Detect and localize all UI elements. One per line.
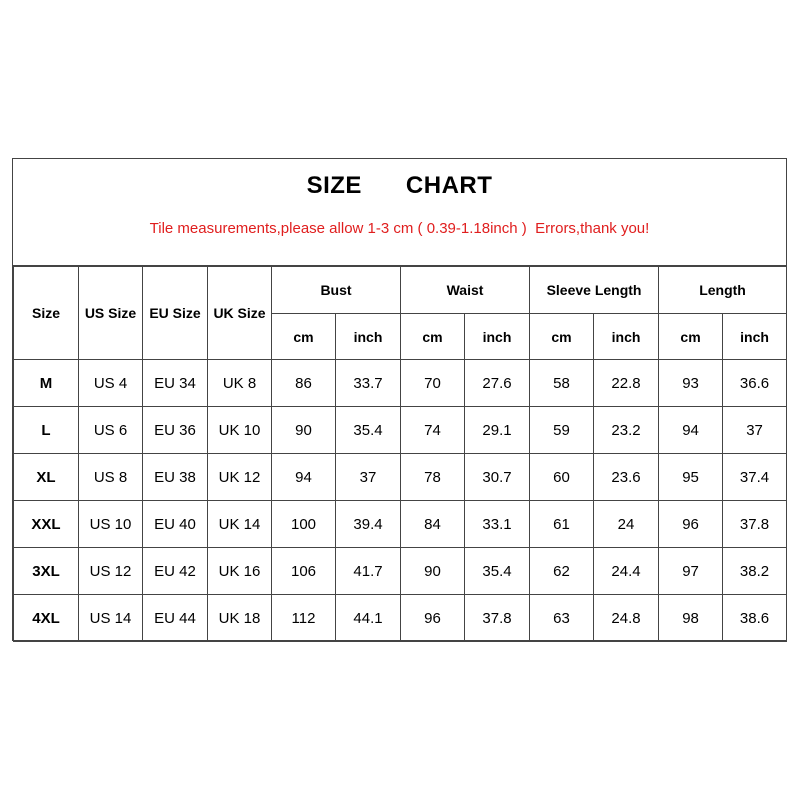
header-waist: Waist [401, 267, 530, 314]
table-row [14, 407, 787, 454]
waist-cm-cell: 96 [401, 595, 465, 642]
waist-cm-cell: 90 [401, 548, 465, 595]
eu-size-cell: EU 40 [143, 501, 208, 548]
waist-inch-cell: 27.6 [465, 360, 530, 407]
title-right: CHART [405, 172, 493, 199]
header-size: Size [14, 267, 79, 360]
header-us-size: US Size [79, 267, 143, 360]
table-row [14, 360, 787, 407]
uk-size-cell: UK 8 [208, 360, 272, 407]
us-size-cell: US 10 [79, 501, 143, 548]
size-cell: XL [14, 454, 79, 501]
table-row [14, 548, 787, 595]
eu-size-cell: EU 36 [143, 407, 208, 454]
length-inch-cell: 36.6 [723, 360, 787, 407]
measurement-note: Tile measurements,please allow 1-3 cm ( 0.39-1.18inch ) Errors,thank you! [149, 220, 650, 237]
sleeve-cm-cell: 62 [530, 548, 594, 595]
waist-cm-cell: 70 [401, 360, 465, 407]
length-inch-cell: 38.2 [723, 548, 787, 595]
sleeve-inch-cell: 24 [594, 501, 659, 548]
length-inch-cell: 37 [723, 407, 787, 454]
us-size-cell: US 12 [79, 548, 143, 595]
header-bust: Bust [272, 267, 401, 314]
sleeve-cm-cell: 59 [530, 407, 594, 454]
header-uk-size: UK Size [208, 267, 272, 360]
us-size-cell: US 8 [79, 454, 143, 501]
header-eu-size: EU Size [143, 267, 208, 360]
header-sleeve-inch: inch [594, 314, 659, 360]
bust-inch-cell: 33.7 [336, 360, 401, 407]
length-inch-cell: 37.4 [723, 454, 787, 501]
length-cm-cell: 95 [659, 454, 723, 501]
us-size-cell: US 14 [79, 595, 143, 642]
header-bust-cm: cm [272, 314, 336, 360]
uk-size-cell: UK 12 [208, 454, 272, 501]
uk-size-cell: UK 10 [208, 407, 272, 454]
length-inch-cell: 38.6 [723, 595, 787, 642]
bust-inch-cell: 37 [336, 454, 401, 501]
header-bust-inch: inch [336, 314, 401, 360]
sleeve-inch-cell: 24.8 [594, 595, 659, 642]
us-size-cell: US 6 [79, 407, 143, 454]
size-cell: M [14, 360, 79, 407]
waist-inch-cell: 33.1 [465, 501, 530, 548]
sleeve-cm-cell: 58 [530, 360, 594, 407]
title-left: SIZE [306, 172, 362, 199]
chart-header [13, 159, 786, 266]
bust-cm-cell: 112 [272, 595, 336, 642]
length-cm-cell: 97 [659, 548, 723, 595]
bust-inch-cell: 44.1 [336, 595, 401, 642]
waist-inch-cell: 29.1 [465, 407, 530, 454]
uk-size-cell: UK 16 [208, 548, 272, 595]
eu-size-cell: EU 34 [143, 360, 208, 407]
length-cm-cell: 98 [659, 595, 723, 642]
bust-cm-cell: 86 [272, 360, 336, 407]
table-row [14, 501, 787, 548]
length-cm-cell: 93 [659, 360, 723, 407]
waist-inch-cell: 30.7 [465, 454, 530, 501]
waist-cm-cell: 78 [401, 454, 465, 501]
waist-cm-cell: 74 [401, 407, 465, 454]
uk-size-cell: UK 14 [208, 501, 272, 548]
sleeve-inch-cell: 24.4 [594, 548, 659, 595]
length-cm-cell: 96 [659, 501, 723, 548]
header-sleeve-length: Sleeve Length [530, 267, 659, 314]
sleeve-cm-cell: 61 [530, 501, 594, 548]
header-length-inch: inch [723, 314, 787, 360]
length-cm-cell: 94 [659, 407, 723, 454]
length-inch-cell: 37.8 [723, 501, 787, 548]
header-waist-cm: cm [401, 314, 465, 360]
size-table [13, 266, 787, 642]
waist-inch-cell: 35.4 [465, 548, 530, 595]
bust-cm-cell: 100 [272, 501, 336, 548]
us-size-cell: US 4 [79, 360, 143, 407]
table-body [14, 360, 787, 642]
size-cell: 4XL [14, 595, 79, 642]
uk-size-cell: UK 18 [208, 595, 272, 642]
sleeve-inch-cell: 23.2 [594, 407, 659, 454]
size-cell: XXL [14, 501, 79, 548]
size-chart [12, 158, 787, 641]
chart-title [13, 172, 786, 200]
header-length: Length [659, 267, 787, 314]
eu-size-cell: EU 38 [143, 454, 208, 501]
bust-cm-cell: 94 [272, 454, 336, 501]
bust-inch-cell: 35.4 [336, 407, 401, 454]
bust-cm-cell: 90 [272, 407, 336, 454]
header-length-cm: cm [659, 314, 723, 360]
eu-size-cell: EU 44 [143, 595, 208, 642]
bust-inch-cell: 39.4 [336, 501, 401, 548]
table-row [14, 595, 787, 642]
sleeve-cm-cell: 60 [530, 454, 594, 501]
sleeve-cm-cell: 63 [530, 595, 594, 642]
size-cell: 3XL [14, 548, 79, 595]
size-cell: L [14, 407, 79, 454]
waist-inch-cell: 37.8 [465, 595, 530, 642]
bust-inch-cell: 41.7 [336, 548, 401, 595]
sleeve-inch-cell: 22.8 [594, 360, 659, 407]
table-row [14, 454, 787, 501]
waist-cm-cell: 84 [401, 501, 465, 548]
header-sleeve-cm: cm [530, 314, 594, 360]
header-waist-inch: inch [465, 314, 530, 360]
eu-size-cell: EU 42 [143, 548, 208, 595]
bust-cm-cell: 106 [272, 548, 336, 595]
sleeve-inch-cell: 23.6 [594, 454, 659, 501]
